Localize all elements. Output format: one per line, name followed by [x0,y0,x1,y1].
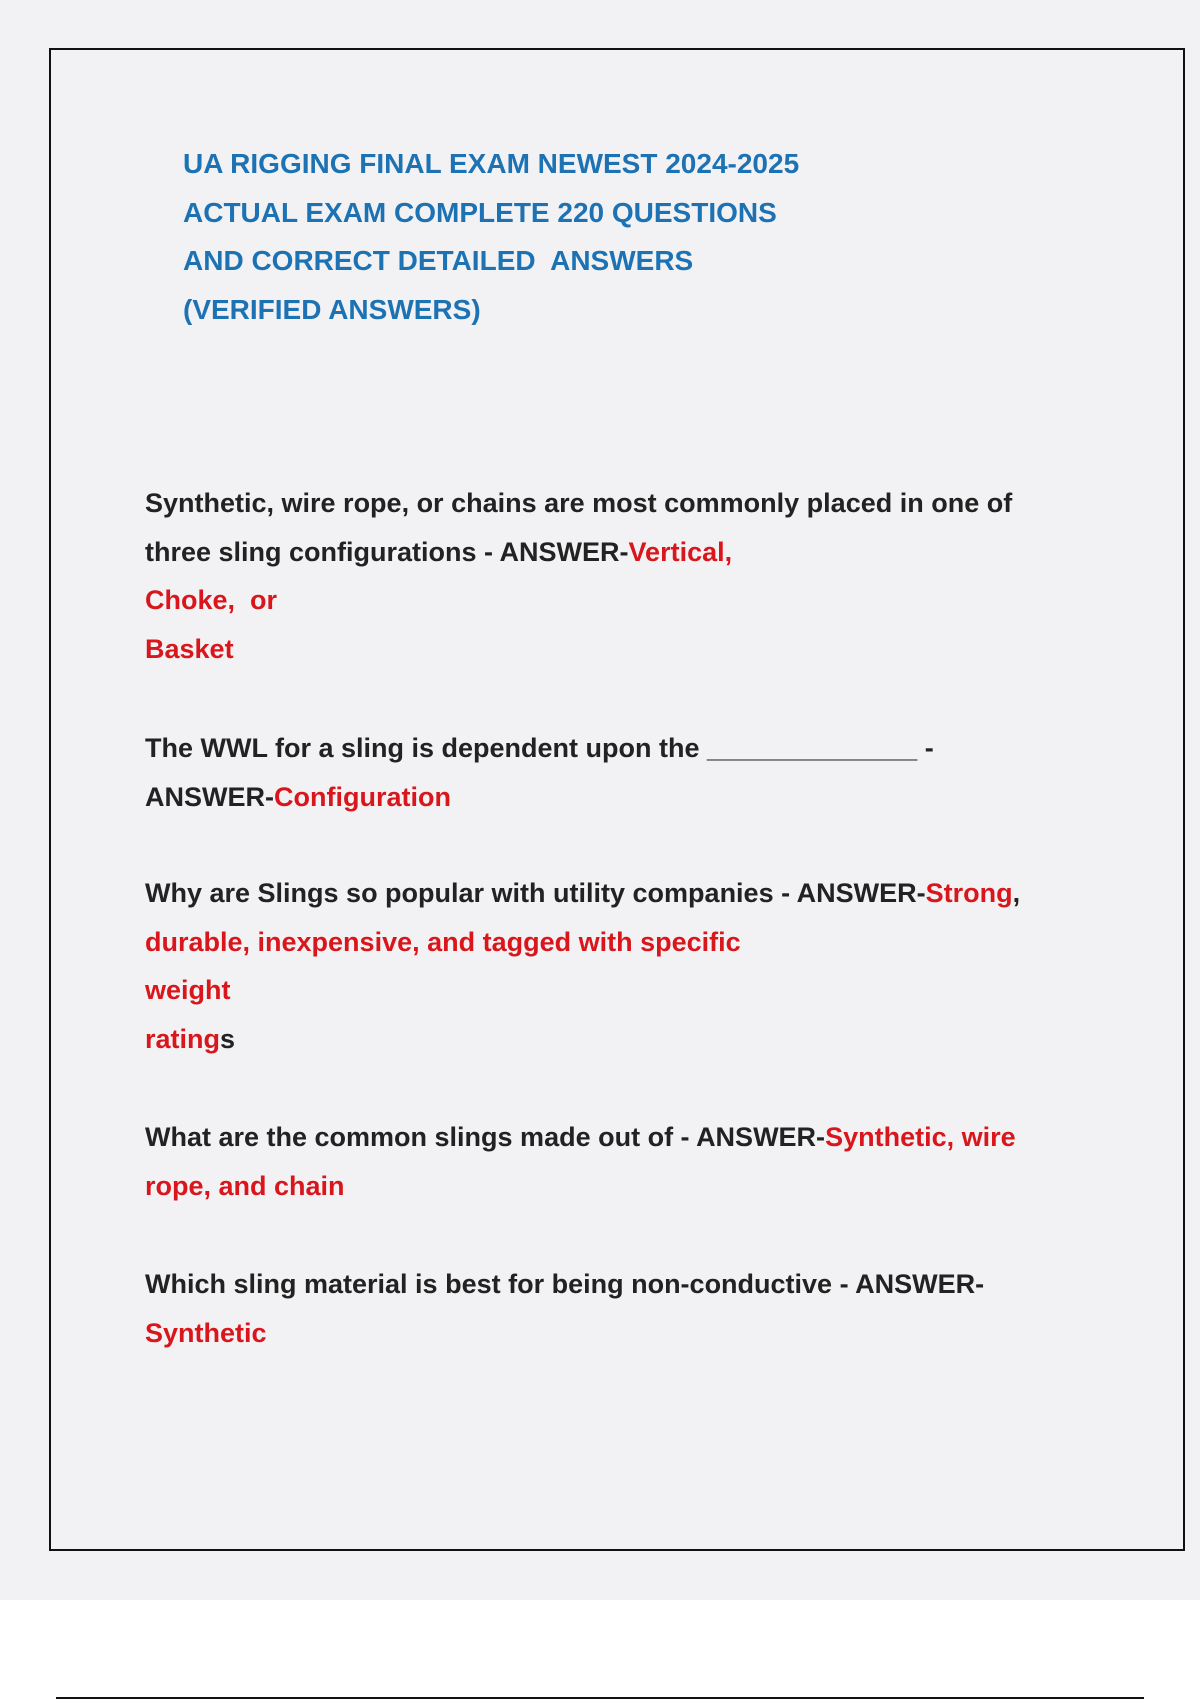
title-line-1: UA RIGGING FINAL EXAM NEWEST 2024-2025 [183,148,800,179]
answer-text: Choke, or [145,585,278,615]
answer-text: weight [145,975,231,1005]
answer-marker: ANSWER- [145,781,274,812]
answer-marker: ANSWER- [796,878,926,908]
answer-text: Strong [925,878,1013,908]
question-text: Which sling material is best for being non-conductive - ANSWER- [145,1269,985,1299]
answer-text: Vertical, [628,536,733,567]
question-text: three sling configurations - ANSWER-Vertical, [145,536,733,567]
title-line-3: AND CORRECT DETAILED ANSWERS [183,245,694,276]
qa-item-1 [145,479,1075,673]
title-line-4: (VERIFIED ANSWERS) [183,293,481,325]
answer-text: ratings [145,1023,236,1054]
document-title [183,140,983,334]
question-text: The WWL for a sling is dependent upon the ______________ - [145,733,934,763]
answer-marker: ANSWER- [499,536,629,567]
answer-text: Synthetic [145,1317,267,1348]
answer-text: durable, inexpensive, and tagged with specific [145,926,741,957]
question-text: What are the common slings made out of - ANSWER-Synthetic, wire [145,1122,1016,1152]
qa-item-3 [145,869,1075,1063]
question-text [145,773,1075,822]
title-line-2: ACTUAL EXAM COMPLETE 220 QUESTIONS [183,196,777,228]
answer-text: Synthetic, wire [825,1122,1016,1152]
answer-marker: ANSWER- [696,1122,826,1152]
divider-line [56,1697,1144,1699]
question-text: Why are Slings so popular with utility companies - ANSWER-Strong, [145,878,1021,908]
answer-text: rope, and chain [145,1170,345,1201]
qa-item-2 [145,724,1075,821]
answer-text: Basket [145,633,234,664]
answer-marker: ANSWER- [855,1269,985,1299]
question-text: Synthetic, wire rope, or chains are most commonly placed in one of [145,488,1013,518]
qa-item-5 [145,1260,1075,1357]
qa-item-4 [145,1113,1075,1210]
answer-text: Configuration [274,781,451,812]
